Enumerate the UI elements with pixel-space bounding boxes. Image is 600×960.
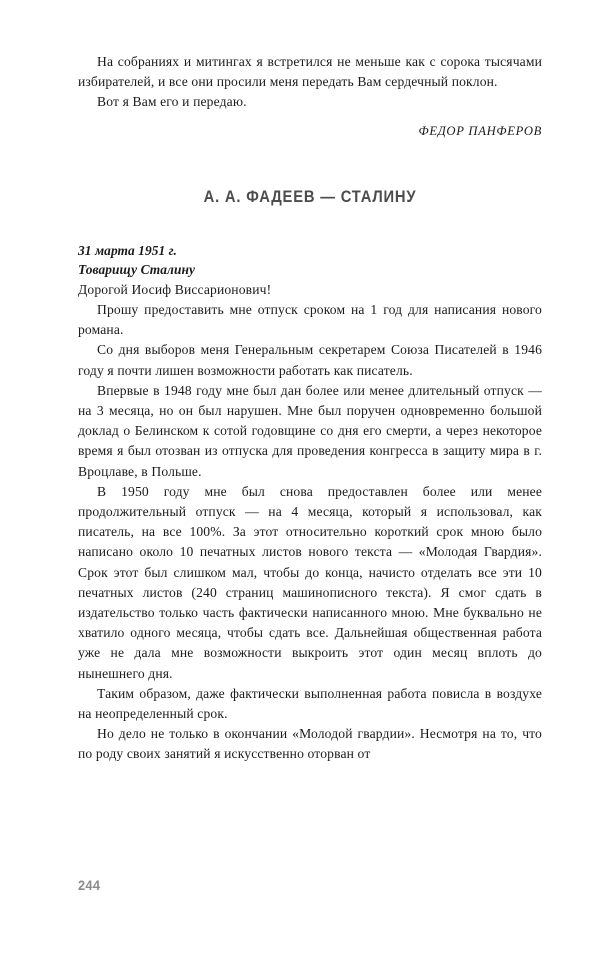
letter-addressee: Товарищу Сталину xyxy=(78,262,195,278)
letter-paragraph-4: В 1950 году мне был снова предоставлен более или менее продолжительный отпуск — на 4 месяца, который я использовал, как писатель, на все 100%. За этот относительно короткий срок мною было написано около 10 печатных листов нового текста — «Молодая Гвардия». Срок этот был слишком мал, чтобы до конца, начисто отделать все эти 10 печатных листов (240 страниц машинописного текста). Я смог сдать в издательство только часть фактически написанного мною. Мне буквально не хватило одного месяца, чтобы сдать все. Дальнейшая общественная работа уже не дала мне возможности выкроить этот один месяц вплоть до нынешнего дня. xyxy=(78,483,542,681)
letter-paragraph-1: Прошу предоставить мне отпуск сроком на 1 год для написания нового романа. xyxy=(78,302,542,338)
letter-paragraph-3: Впервые в 1948 году мне был дан более или менее длительный отпуск — на 3 месяца, но он был нарушен. Мне был поручен одновременно большой доклад о Белинском к сотой годовщине со дня его смерти, а через некоторое время я был отозван из отпуска для проведения конгресса в защиту мира в г. Вроцлаве, в Польше. xyxy=(78,382,542,479)
letter-paragraph-6: Но дело не только в окончании «Молодой гвардии». Несмотря на то, что по роду своих занятий я искусственно оторван от xyxy=(78,726,542,762)
intro-paragraph-2: Вот я Вам его и передаю. xyxy=(97,94,247,110)
letter-paragraph-5: Таким образом, даже фактически выполненная работа повисла в воздухе на неопределенный срок. xyxy=(78,685,542,722)
letter-date: 31 марта 1951 г. xyxy=(78,242,177,258)
page-title: А. А. ФАДЕЕВ — СТАЛИНУ xyxy=(203,187,417,206)
page-number: 244 xyxy=(78,877,101,893)
section-heading-block xyxy=(78,188,542,207)
letter-signature: ФЕДОР ПАНФЕРОВ xyxy=(418,123,542,138)
letter-paragraph-2: Со дня выборов меня Генеральным секретарем Союза Писателей в 1946 году я почти лишен возможности работать как писатель. xyxy=(78,342,542,378)
letter-salutation: Дорогой Иосиф Виссарионович! xyxy=(78,281,272,297)
intro-paragraph-1: На собраниях и митингах я встретился не меньше как с сорока тысячами избирателей, и все они просили меня передать Вам сердечный поклон. xyxy=(78,54,542,90)
text-column xyxy=(78,52,542,765)
